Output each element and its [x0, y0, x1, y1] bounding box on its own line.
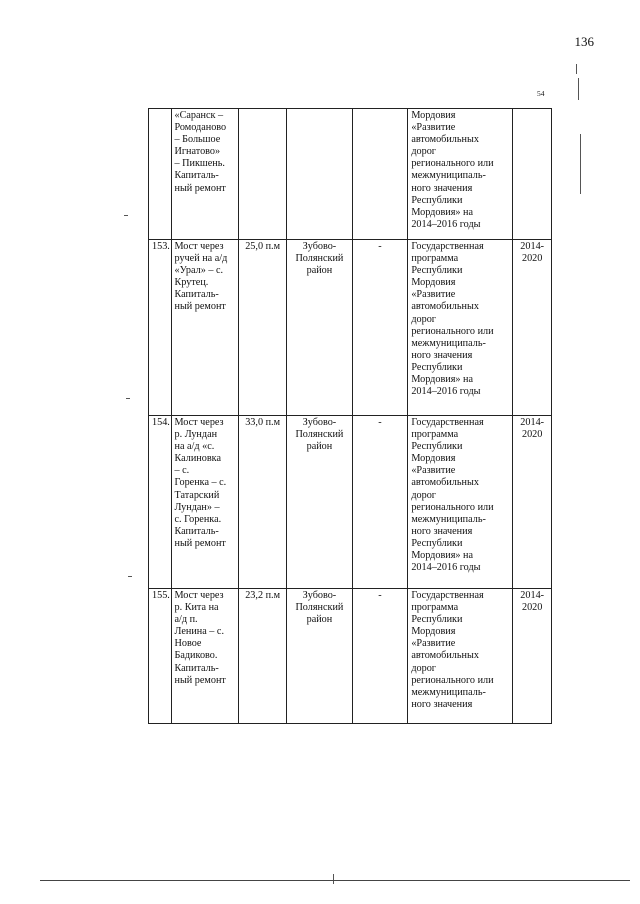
- table-row: [149, 240, 552, 416]
- object-name: Мост через р. Лундан на а/д «с. Калиновка – с. Горенка – с. Татарский Лундан» – с. Горенка. Капиталь- ный ремонт: [171, 416, 239, 589]
- district: Зубово- Полянский район: [287, 416, 352, 589]
- row-number: 154.: [149, 416, 172, 589]
- footer-line: [40, 880, 630, 881]
- sub-page-number: 54: [537, 89, 545, 98]
- table-row: [149, 589, 552, 724]
- district: Зубово- Полянский район: [287, 589, 352, 724]
- scan-mark: [580, 134, 581, 194]
- state-program: Мордовия «Развитие автомобильных дорог регионального или межмуниципаль- ного значения Республики Мордовия» на 2014–2016 годы: [408, 109, 513, 240]
- implementation-years: 2014- 2020: [513, 589, 552, 724]
- implementation-years: 2014- 2020: [513, 240, 552, 416]
- object-name: Мост через ручей на а/д «Урал» – с. Крутец. Капиталь- ный ремонт: [171, 240, 239, 416]
- page-number: 136: [574, 34, 594, 49]
- row-number: [149, 109, 172, 240]
- column-5-value: -: [352, 589, 408, 724]
- object-length: 33,0 п.м: [239, 416, 287, 589]
- column-5-value: [352, 109, 408, 240]
- district: [287, 109, 352, 240]
- scan-mark: [126, 398, 130, 399]
- implementation-years: [513, 109, 552, 240]
- scan-mark: [128, 576, 132, 577]
- row-number: 153.: [149, 240, 172, 416]
- row-number: 155.: [149, 589, 172, 724]
- column-5-value: -: [352, 240, 408, 416]
- scan-mark: [124, 215, 128, 216]
- scan-mark: [576, 64, 577, 74]
- state-program: Государственная программа Республики Мордовия «Развитие автомобильных дорог регионального или межмуниципаль- ного значения Республики Мордовия» на 2014–2016 годы: [408, 240, 513, 416]
- object-length: 25,0 п.м: [239, 240, 287, 416]
- scan-mark: [333, 874, 334, 884]
- implementation-years: 2014- 2020: [513, 416, 552, 589]
- object-name: «Саранск – Ромоданово – Большое Игнатово» – Пикшень. Капиталь- ный ремонт: [171, 109, 239, 240]
- object-length: [239, 109, 287, 240]
- state-program: Государственная программа Республики Мордовия «Развитие автомобильных дорог регионального или межмуниципаль- ного значения Республики Мордовия» на 2014–2016 годы: [408, 416, 513, 589]
- bridge-repair-table: [148, 108, 552, 724]
- object-length: 23,2 п.м: [239, 589, 287, 724]
- column-5-value: -: [352, 416, 408, 589]
- table-row: [149, 109, 552, 240]
- state-program: Государственная программа Республики Мордовия «Развитие автомобильных дорог регионального или межмуниципаль- ного значения: [408, 589, 513, 724]
- district: Зубово- Полянский район: [287, 240, 352, 416]
- object-name: Мост через р. Кита на а/д п. Ленина – с. Новое Бадиково. Капиталь- ный ремонт: [171, 589, 239, 724]
- table-row: [149, 416, 552, 589]
- scan-mark: [578, 78, 579, 100]
